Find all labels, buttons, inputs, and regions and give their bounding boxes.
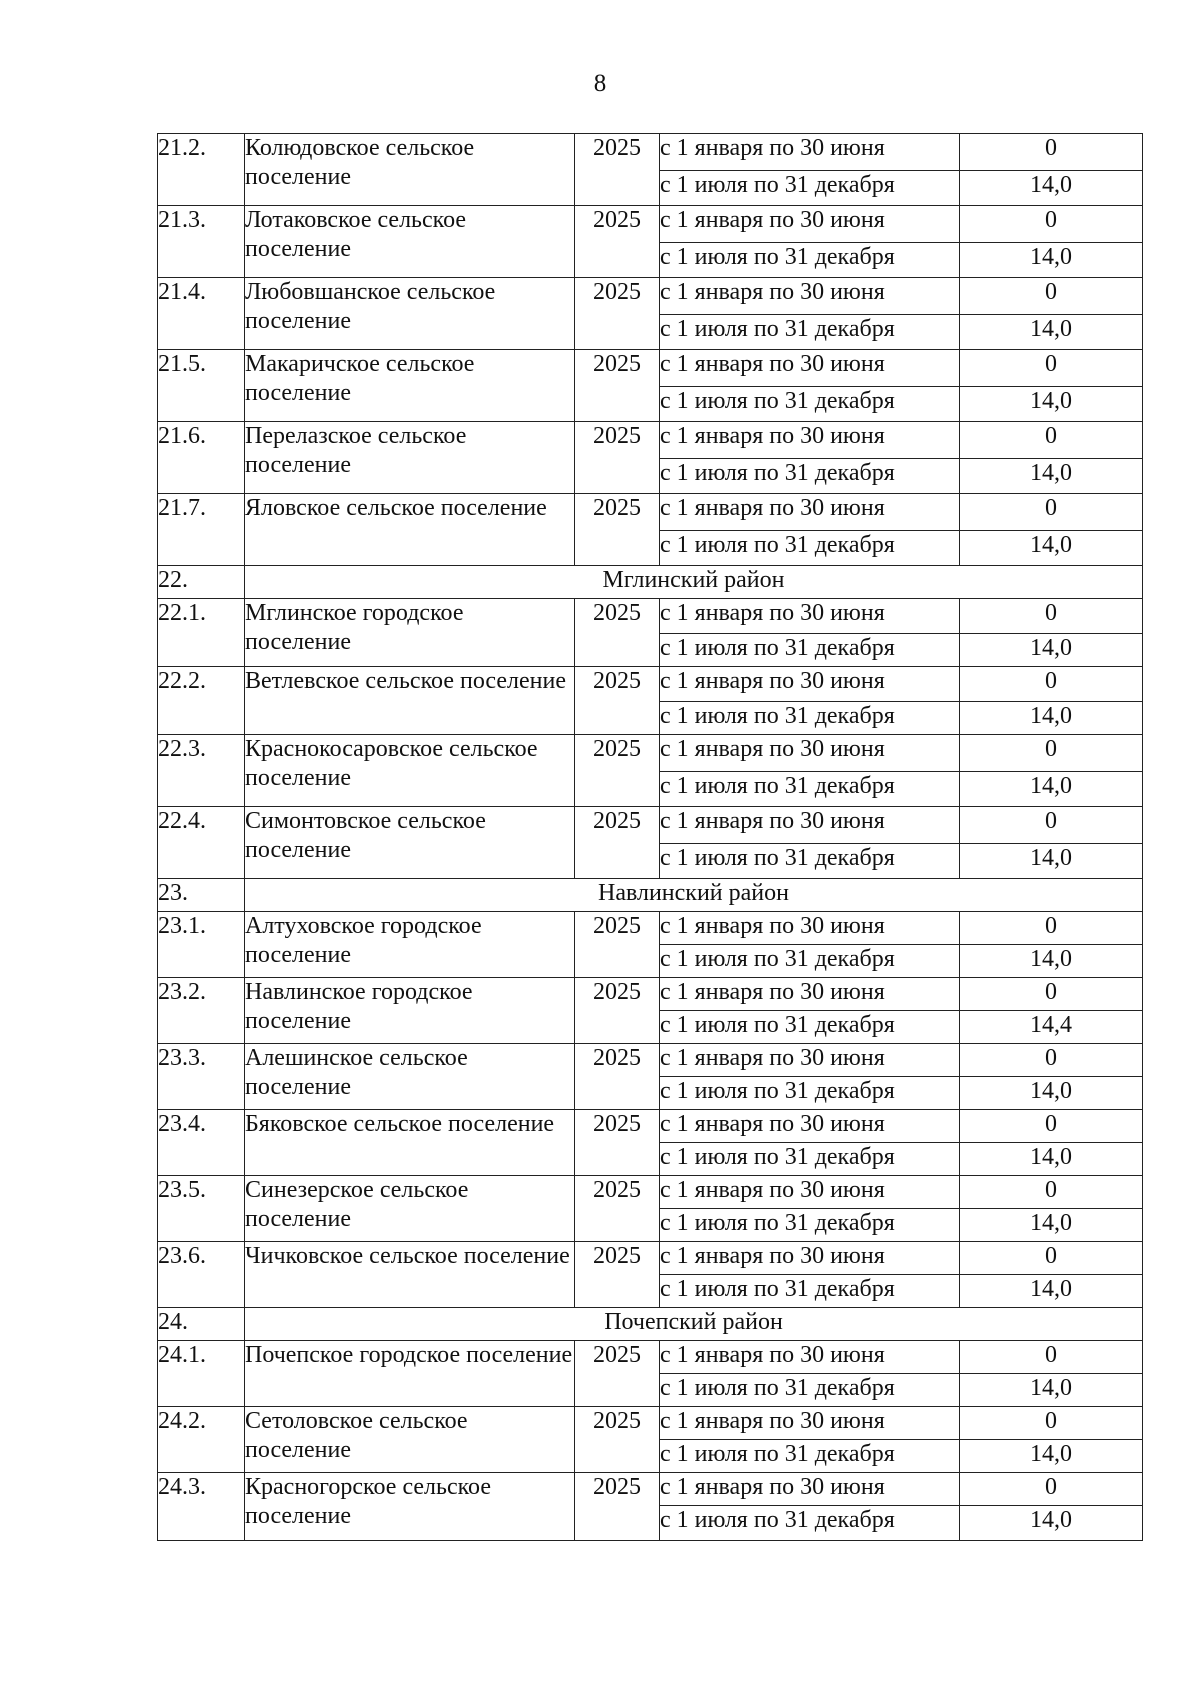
- year-cell: 2025: [575, 1044, 660, 1110]
- row-number: 21.6.: [158, 422, 245, 494]
- row-number: 22.2.: [158, 667, 245, 735]
- row-number: 22.1.: [158, 599, 245, 667]
- row-number: 24.: [158, 1308, 245, 1341]
- settlement-name: Лотаковское сельское поселение: [245, 206, 575, 278]
- table-row: [158, 278, 1143, 315]
- year-cell: 2025: [575, 278, 660, 350]
- period-cell: с 1 июля по 31 декабря: [660, 772, 960, 807]
- period-cell: с 1 июля по 31 декабря: [660, 1275, 960, 1308]
- table-row: [158, 422, 1143, 459]
- table-row: [158, 1242, 1143, 1275]
- period-cell: с 1 января по 30 июня: [660, 350, 960, 387]
- value-cell: 0: [960, 912, 1143, 945]
- table-row: [158, 599, 1143, 634]
- settlement-name: Симонтовское сельское поселение: [245, 807, 575, 879]
- value-cell: 14,0: [960, 1209, 1143, 1242]
- table-row: [158, 1473, 1143, 1506]
- period-cell: с 1 января по 30 июня: [660, 1473, 960, 1506]
- row-number: 21.5.: [158, 350, 245, 422]
- period-cell: с 1 июля по 31 декабря: [660, 634, 960, 667]
- value-cell: 14,0: [960, 634, 1143, 667]
- year-cell: 2025: [575, 1407, 660, 1473]
- period-cell: с 1 января по 30 июня: [660, 1341, 960, 1374]
- period-cell: с 1 января по 30 июня: [660, 599, 960, 634]
- row-number: 23.1.: [158, 912, 245, 978]
- year-cell: 2025: [575, 1110, 660, 1176]
- value-cell: 0: [960, 978, 1143, 1011]
- table-row: [158, 667, 1143, 702]
- settlement-name: Алтуховское городское поселение: [245, 912, 575, 978]
- period-cell: с 1 июля по 31 декабря: [660, 702, 960, 735]
- period-cell: с 1 июля по 31 декабря: [660, 171, 960, 206]
- period-cell: с 1 июля по 31 декабря: [660, 243, 960, 278]
- year-cell: 2025: [575, 807, 660, 879]
- row-number: 23.2.: [158, 978, 245, 1044]
- district-row: [158, 1308, 1143, 1341]
- value-cell: 14,0: [960, 459, 1143, 494]
- period-cell: с 1 января по 30 июня: [660, 1242, 960, 1275]
- value-cell: 14,0: [960, 945, 1143, 978]
- value-cell: 14,0: [960, 1506, 1143, 1541]
- settlement-name: Алешинское сельское поселение: [245, 1044, 575, 1110]
- period-cell: с 1 июля по 31 декабря: [660, 315, 960, 350]
- value-cell: 14,0: [960, 531, 1143, 566]
- settlement-name: Колюдовское сельское поселение: [245, 134, 575, 206]
- year-cell: 2025: [575, 206, 660, 278]
- table-row: [158, 1044, 1143, 1077]
- settlement-name: Яловское сельское поселение: [245, 494, 575, 566]
- value-cell: 0: [960, 1407, 1143, 1440]
- table-row: [158, 134, 1143, 171]
- row-number: 22.3.: [158, 735, 245, 807]
- year-cell: 2025: [575, 1473, 660, 1541]
- district-row: [158, 566, 1143, 599]
- settlement-name: Красногорское сельское поселение: [245, 1473, 575, 1541]
- settlement-name: Почепское городское поселение: [245, 1341, 575, 1407]
- row-number: 23.5.: [158, 1176, 245, 1242]
- row-number: 22.: [158, 566, 245, 599]
- period-cell: с 1 июля по 31 декабря: [660, 1077, 960, 1110]
- year-cell: 2025: [575, 350, 660, 422]
- value-cell: 14,0: [960, 315, 1143, 350]
- district-name: Навлинский район: [245, 879, 1143, 912]
- value-cell: 0: [960, 278, 1143, 315]
- settlement-name: Макаричское сельское поселение: [245, 350, 575, 422]
- table-row: [158, 1110, 1143, 1143]
- tariff-table: [157, 133, 1143, 1541]
- value-cell: 14,0: [960, 1440, 1143, 1473]
- period-cell: с 1 января по 30 июня: [660, 667, 960, 702]
- district-name: Мглинский район: [245, 566, 1143, 599]
- page-number: 8: [593, 70, 607, 97]
- period-cell: с 1 июля по 31 декабря: [660, 531, 960, 566]
- table-row: [158, 1341, 1143, 1374]
- value-cell: 0: [960, 1341, 1143, 1374]
- value-cell: 14,0: [960, 1077, 1143, 1110]
- table-row: [158, 494, 1143, 531]
- period-cell: с 1 января по 30 июня: [660, 494, 960, 531]
- period-cell: с 1 января по 30 июня: [660, 912, 960, 945]
- value-cell: 0: [960, 1473, 1143, 1506]
- period-cell: с 1 июля по 31 декабря: [660, 1209, 960, 1242]
- year-cell: 2025: [575, 667, 660, 735]
- value-cell: 0: [960, 134, 1143, 171]
- period-cell: с 1 января по 30 июня: [660, 422, 960, 459]
- table-row: [158, 978, 1143, 1011]
- period-cell: с 1 января по 30 июня: [660, 807, 960, 844]
- value-cell: 0: [960, 735, 1143, 772]
- table-row: [158, 1407, 1143, 1440]
- value-cell: 14,0: [960, 387, 1143, 422]
- settlement-name: Краснокосаровское сельское поселение: [245, 735, 575, 807]
- table-row: [158, 912, 1143, 945]
- year-cell: 2025: [575, 599, 660, 667]
- value-cell: 0: [960, 206, 1143, 243]
- value-cell: 0: [960, 1110, 1143, 1143]
- row-number: 24.3.: [158, 1473, 245, 1541]
- value-cell: 0: [960, 350, 1143, 387]
- row-number: 23.6.: [158, 1242, 245, 1308]
- settlement-name: Чичковское сельское поселение: [245, 1242, 575, 1308]
- value-cell: 14,0: [960, 171, 1143, 206]
- value-cell: 0: [960, 1044, 1143, 1077]
- year-cell: 2025: [575, 735, 660, 807]
- period-cell: с 1 января по 30 июня: [660, 134, 960, 171]
- table-row: [158, 206, 1143, 243]
- table-row: [158, 807, 1143, 844]
- period-cell: с 1 июля по 31 декабря: [660, 1440, 960, 1473]
- value-cell: 14,0: [960, 1143, 1143, 1176]
- table-row: [158, 1176, 1143, 1209]
- value-cell: 0: [960, 667, 1143, 702]
- value-cell: 14,0: [960, 844, 1143, 879]
- period-cell: с 1 января по 30 июня: [660, 735, 960, 772]
- table-row: [158, 350, 1143, 387]
- row-number: 21.7.: [158, 494, 245, 566]
- period-cell: с 1 июля по 31 декабря: [660, 945, 960, 978]
- period-cell: с 1 января по 30 июня: [660, 1176, 960, 1209]
- value-cell: 14,0: [960, 1275, 1143, 1308]
- settlement-name: Бяковское сельское поселение: [245, 1110, 575, 1176]
- row-number: 21.4.: [158, 278, 245, 350]
- row-number: 24.2.: [158, 1407, 245, 1473]
- value-cell: 0: [960, 494, 1143, 531]
- year-cell: 2025: [575, 1176, 660, 1242]
- row-number: 24.1.: [158, 1341, 245, 1407]
- period-cell: с 1 января по 30 июня: [660, 1407, 960, 1440]
- table-row: [158, 735, 1143, 772]
- period-cell: с 1 июля по 31 декабря: [660, 387, 960, 422]
- period-cell: с 1 января по 30 июня: [660, 206, 960, 243]
- row-number: 23.4.: [158, 1110, 245, 1176]
- period-cell: с 1 января по 30 июня: [660, 1044, 960, 1077]
- settlement-name: Навлинское городское поселение: [245, 978, 575, 1044]
- year-cell: 2025: [575, 978, 660, 1044]
- value-cell: 0: [960, 1242, 1143, 1275]
- district-name: Почепский район: [245, 1308, 1143, 1341]
- period-cell: с 1 июля по 31 декабря: [660, 1374, 960, 1407]
- row-number: 23.: [158, 879, 245, 912]
- period-cell: с 1 июля по 31 декабря: [660, 844, 960, 879]
- value-cell: 14,0: [960, 243, 1143, 278]
- year-cell: 2025: [575, 134, 660, 206]
- period-cell: с 1 июля по 31 декабря: [660, 1011, 960, 1044]
- row-number: 21.2.: [158, 134, 245, 206]
- period-cell: с 1 июля по 31 декабря: [660, 1143, 960, 1176]
- settlement-name: Любовшанское сельское поселение: [245, 278, 575, 350]
- value-cell: 0: [960, 599, 1143, 634]
- period-cell: с 1 января по 30 июня: [660, 1110, 960, 1143]
- row-number: 21.3.: [158, 206, 245, 278]
- year-cell: 2025: [575, 422, 660, 494]
- year-cell: 2025: [575, 912, 660, 978]
- settlement-name: Сетоловское сельское поселение: [245, 1407, 575, 1473]
- period-cell: с 1 июля по 31 декабря: [660, 1506, 960, 1541]
- settlement-name: Синезерское сельское поселение: [245, 1176, 575, 1242]
- settlement-name: Ветлевское сельское поселение: [245, 667, 575, 735]
- row-number: 23.3.: [158, 1044, 245, 1110]
- settlement-name: Мглинское городское поселение: [245, 599, 575, 667]
- district-row: [158, 879, 1143, 912]
- period-cell: с 1 января по 30 июня: [660, 278, 960, 315]
- year-cell: 2025: [575, 494, 660, 566]
- settlement-name: Перелазское сельское поселение: [245, 422, 575, 494]
- value-cell: 0: [960, 807, 1143, 844]
- row-number: 22.4.: [158, 807, 245, 879]
- period-cell: с 1 июля по 31 декабря: [660, 459, 960, 494]
- value-cell: 14,0: [960, 702, 1143, 735]
- value-cell: 14,0: [960, 1374, 1143, 1407]
- period-cell: с 1 января по 30 июня: [660, 978, 960, 1011]
- year-cell: 2025: [575, 1341, 660, 1407]
- value-cell: 14,4: [960, 1011, 1143, 1044]
- value-cell: 0: [960, 1176, 1143, 1209]
- value-cell: 14,0: [960, 772, 1143, 807]
- year-cell: 2025: [575, 1242, 660, 1308]
- value-cell: 0: [960, 422, 1143, 459]
